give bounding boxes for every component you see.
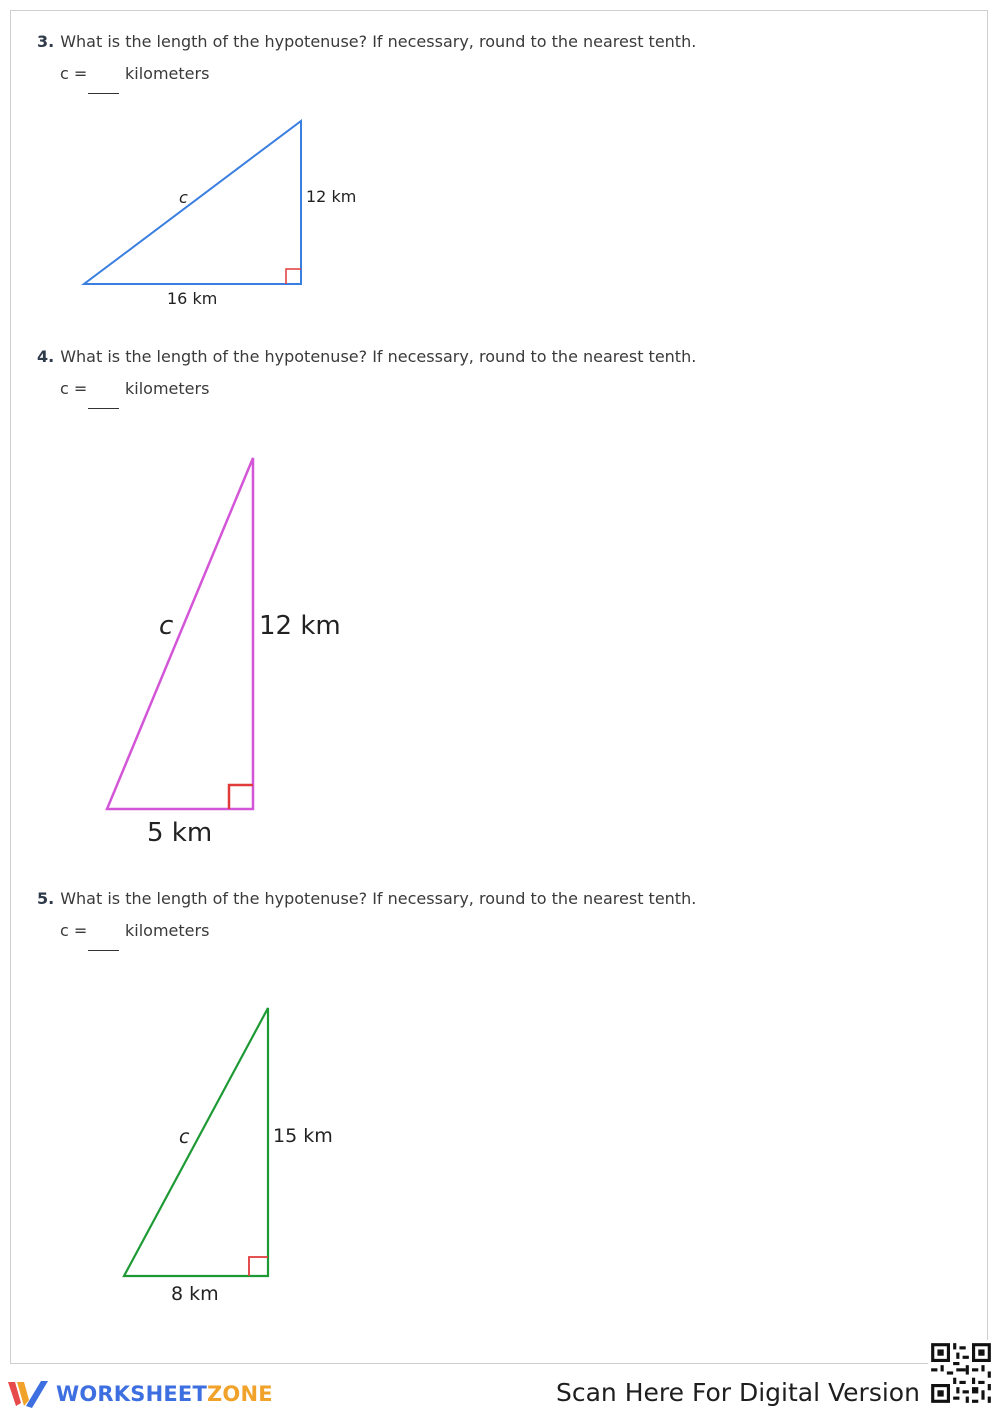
vertical-side-label: 12 km: [306, 187, 357, 206]
logo-w-icon: [8, 1379, 50, 1409]
vertical-side-label: 12 km: [259, 611, 341, 641]
footer: [0, 1366, 1000, 1414]
question-text: What is the length of the hypotenuse? If necessary, round to the nearest tenth.: [60, 347, 697, 366]
question-number: 5.: [37, 889, 55, 908]
hypotenuse-label: c: [179, 1126, 190, 1148]
vertical-side-label: 15 km: [273, 1125, 333, 1147]
answer-label: c =: [60, 64, 88, 83]
answer-unit: kilometers: [125, 379, 210, 398]
hypotenuse-label: c: [179, 188, 188, 207]
answer-label: c =: [60, 379, 88, 398]
question-text: What is the length of the hypotenuse? If necessary, round to the nearest tenth.: [60, 889, 697, 908]
question-number: 3.: [37, 32, 55, 51]
logo-text: WORKSHEETZONE: [56, 1382, 273, 1406]
base-side-label: 16 km: [167, 289, 218, 308]
question-text: What is the length of the hypotenuse? If necessary, round to the nearest tenth.: [60, 32, 697, 51]
base-side-label: 8 km: [171, 1283, 219, 1305]
triangle-figure-5: [0, 0, 400, 1320]
question-number: 4.: [37, 347, 55, 366]
qr-code-icon[interactable]: [928, 1340, 994, 1406]
hypotenuse-label: c: [159, 611, 174, 641]
answer-label: c =: [60, 921, 88, 940]
triangle-5: [124, 1008, 268, 1276]
answer-unit: kilometers: [125, 921, 210, 940]
right-angle-marker: [249, 1257, 268, 1276]
base-side-label: 5 km: [147, 818, 213, 848]
scan-caption: Scan Here For Digital Version: [556, 1378, 920, 1407]
answer-unit: kilometers: [125, 64, 210, 83]
worksheetzone-logo[interactable]: [8, 1378, 273, 1410]
